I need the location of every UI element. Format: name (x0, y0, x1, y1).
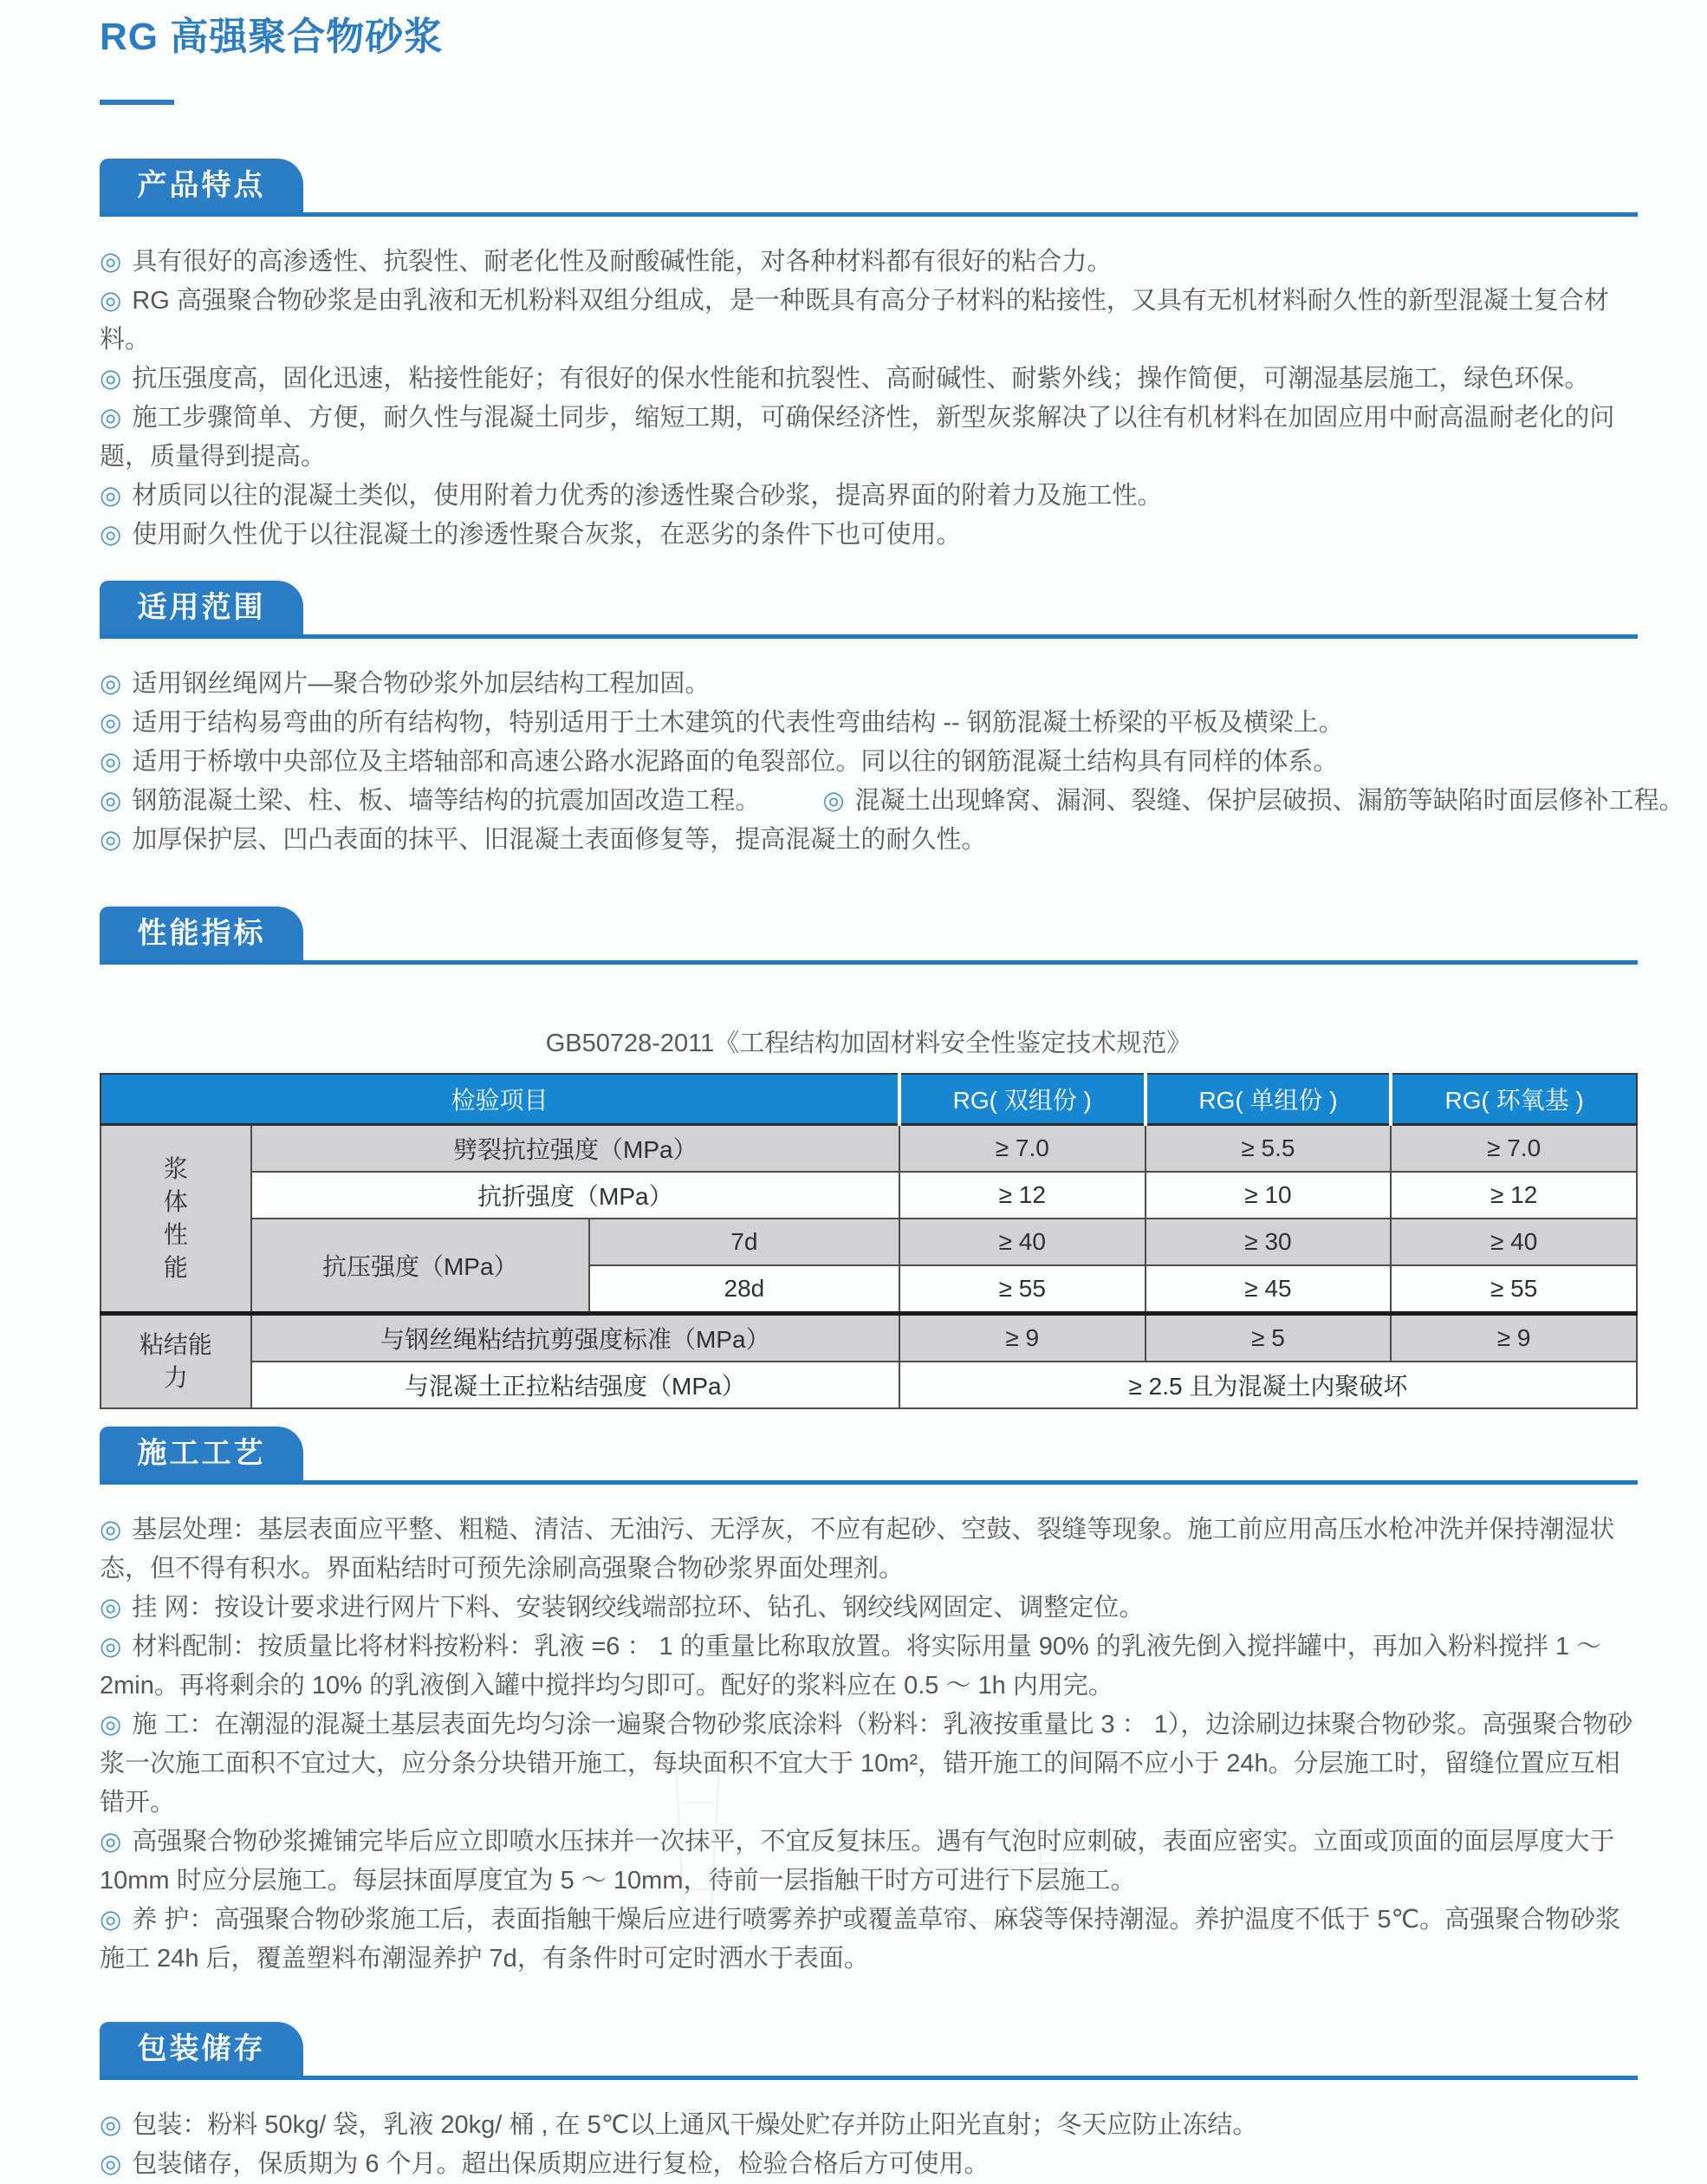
cell-value: ≥ 40 (1391, 1219, 1637, 1265)
bullet-item (100, 243, 1638, 282)
bullet-text: 具有很好的高渗透性、抗裂性、耐老化性及耐酸碱性能，对各种材料都有很好的粘合力。 (132, 248, 1113, 276)
bullet-text: 施工步骤简单、方便，耐久性与混凝土同步，缩短工期，可确保经济性，新型灰浆解决了以往有机材料在加固应用中耐高温耐老化的问题，质量得到提高。 (100, 404, 1615, 471)
section-body (100, 217, 1638, 555)
section-header (100, 581, 1638, 639)
bullet-item (100, 1511, 1638, 1589)
bullet-text: 适用钢丝绳网片—聚合物砂浆外加层结构工程加固。 (132, 670, 711, 698)
section-header (100, 1427, 1638, 1485)
bullet-item (100, 1628, 1638, 1706)
cell-value: ≥ 30 (1146, 1219, 1392, 1265)
bullet-icon: ◎ (100, 1906, 122, 1934)
table-header-item: 检验项目 (101, 1074, 899, 1125)
row-sub-label: 7d (589, 1219, 899, 1265)
bullet-icon: ◎ (100, 1516, 122, 1544)
bullet-item (100, 1901, 1638, 1979)
section-body (100, 1485, 1638, 1979)
cell-value: ≥ 55 (899, 1265, 1146, 1314)
section-header (100, 159, 1638, 217)
cell-value: ≥ 10 (1146, 1172, 1392, 1219)
row-label: 劈裂抗拉强度（MPa） (251, 1125, 899, 1173)
bullet-icon: ◎ (100, 826, 122, 854)
bullet-text: 适用于桥墩中央部位及主塔轴部和高速公路水泥路面的龟裂部位。同以往的钢筋混凝土结构具有同样的体系。 (132, 748, 1339, 776)
section-badge: 适用范围 (100, 581, 303, 634)
bullet-item (100, 360, 1638, 399)
table-row (101, 1314, 1637, 1362)
row-label: 与混凝土正拉粘结强度（MPa） (251, 1362, 899, 1408)
title-underline (100, 100, 174, 105)
cell-value: ≥ 7.0 (1391, 1125, 1637, 1173)
bullet-item (100, 704, 1638, 743)
bullet-item-pair (100, 782, 1684, 821)
bullet-text: 使用耐久性优于以往混凝土的渗透性聚合灰浆，在恶劣的条件下也可使用。 (132, 521, 962, 549)
bullet-text: 高强聚合物砂浆摊铺完毕后应立即喷水压抹并一次抹平，不宜反复抹压。遇有气泡时应刺破，表面应密实。立面或顶面的面层厚度大于 10mm 时应分层施工。每层抹面厚度宜为 5 ～ 10mm，待前一层指触干时方可进行下层施工。 (100, 1828, 1615, 1895)
bullet-item (100, 2106, 1638, 2145)
section-body (100, 639, 1684, 860)
bullet-icon: ◎ (100, 404, 122, 432)
cell-value-merged: ≥ 2.5 且为混凝土内聚破坏 (899, 1362, 1637, 1408)
bullet-icon: ◎ (100, 365, 122, 393)
bullet-icon: ◎ (100, 670, 122, 698)
bullet-item (100, 282, 1638, 360)
bullet-text: 钢筋混凝土梁、柱、板、墙等结构的抗震加固改造工程。 (132, 787, 761, 815)
bullet-icon: ◎ (100, 248, 122, 276)
cell-value: ≥ 55 (1391, 1265, 1637, 1314)
bullet-text: 适用于结构易弯曲的所有结构物，特别适用于土木建筑的代表性弯曲结构 -- 钢筋混凝土桥梁的平板及横梁上。 (132, 709, 1344, 737)
cell-value: ≥ 5.5 (1146, 1125, 1392, 1173)
bullet-icon: ◎ (100, 521, 122, 549)
bullet-icon: ◎ (100, 1594, 122, 1622)
section-header (100, 907, 1638, 965)
bullet-text: 包装：粉料 50kg/ 袋，乳液 20kg/ 桶 , 在 5℃以上通风干燥处贮存并防止阳光直射；冬天应防止冻结。 (132, 2111, 1258, 2139)
bullet-icon: ◎ (100, 2150, 122, 2178)
cell-value: ≥ 12 (1391, 1172, 1637, 1219)
section-scope (100, 581, 1684, 860)
bullet-icon: ◎ (100, 1633, 122, 1661)
bullet-icon: ◎ (100, 1711, 122, 1739)
section-badge: 包装储存 (100, 2022, 303, 2076)
bullet-text: 加厚保护层、凹凸表面的抹平、旧混凝土表面修复等，提高混凝土的耐久性。 (132, 826, 987, 854)
page-title: RG 高强聚合物砂浆 (100, 16, 444, 58)
bullet-text: 养 护：高强聚合物砂浆施工后，表面指触干燥后应进行喷雾养护或覆盖草帘、麻袋等保持潮湿。养护温度不低于 5℃。高强聚合物砂浆施工 24h 后，覆盖塑料布潮湿养护 7d，有条件时可定时洒水于表面。 (100, 1906, 1621, 1973)
bullet-item (100, 516, 1638, 555)
cell-value: ≥ 5 (1146, 1314, 1392, 1362)
cell-value: ≥ 45 (1146, 1265, 1392, 1314)
bullet-item (100, 399, 1638, 477)
cell-value: ≥ 7.0 (899, 1125, 1146, 1173)
section-performance (100, 907, 1638, 1409)
row-label: 抗压强度（MPa） (251, 1219, 589, 1314)
table-header-col: RG( 单组份 ) (1146, 1074, 1392, 1125)
bullet-text: 包装储存，保质期为 6 个月。超出保质期应进行复检，检验合格后方可使用。 (132, 2150, 990, 2178)
row-group-label: 粘结能 力 (101, 1314, 251, 1409)
section-header (100, 2022, 1638, 2080)
performance-table (100, 1073, 1638, 1409)
table-header-row (101, 1074, 1637, 1125)
section-construction (100, 1427, 1638, 1979)
bullet-icon: ◎ (100, 748, 122, 776)
bullet-item (100, 1589, 1638, 1628)
table-row (101, 1219, 1637, 1265)
table-row (101, 1362, 1637, 1408)
section-badge: 性能指标 (100, 907, 303, 960)
bullet-text: 混凝土出现蜂窝、漏洞、裂缝、保护层破损、漏筋等缺陷时面层修补工程。 (854, 787, 1684, 815)
bullet-item (100, 821, 1638, 860)
table-header-col: RG( 环氧基 ) (1391, 1074, 1637, 1125)
section-features (100, 159, 1638, 555)
row-label: 抗折强度（MPa） (251, 1172, 899, 1219)
bullet-text: 材料配制：按质量比将材料按粉料：乳液 =6 ： 1 的重量比称取放置。将实际用量 90% 的乳液先倒入搅拌罐中，再加入粉料搅拌 1 ～ 2min。再将剩余的 10% 的乳液倒入罐中搅拌均匀即可。配好的浆料应在 0.5 ～ 1h 内用完。 (100, 1633, 1602, 1700)
bullet-text: 抗压强度高，固化迅速，粘接性能好；有很好的保水性能和抗裂性、高耐碱性、耐紫外线；操作简便，可潮湿基层施工，绿色环保。 (132, 365, 1590, 393)
bullet-text: RG 高强聚合物砂浆是由乳液和无机粉料双组分组成，是一种既具有高分子材料的粘接性，又具有无机材料耐久性的新型混凝土复合材料。 (100, 287, 1609, 354)
row-label: 与钢丝绳粘结抗剪强度标准（MPa） (251, 1314, 899, 1362)
bullet-text: 挂 网：按设计要求进行网片下料、安装钢绞线端部拉环、钻孔、钢绞线网固定、调整定位。 (132, 1594, 1145, 1622)
section-packaging (100, 2022, 1638, 2184)
bullet-icon: ◎ (822, 787, 845, 815)
cell-value: ≥ 9 (899, 1314, 1146, 1362)
bullet-icon: ◎ (100, 287, 122, 315)
bullet-icon: ◎ (100, 482, 122, 510)
bullet-item (100, 1823, 1638, 1901)
cell-value: ≥ 40 (899, 1219, 1146, 1265)
section-badge: 施工工艺 (100, 1427, 303, 1480)
row-sub-label: 28d (589, 1265, 899, 1314)
bullet-item (100, 1706, 1638, 1823)
bullet-text: 材质同以往的混凝土类似，使用附着力优秀的渗透性聚合砂浆，提高界面的附着力及施工性。 (132, 482, 1163, 510)
bullet-item (100, 477, 1638, 516)
section-badge: 产品特点 (100, 159, 303, 212)
cell-value: ≥ 9 (1391, 1314, 1637, 1362)
bullet-text: 施 工：在潮湿的混凝土基层表面先均匀涂一遍聚合物砂浆底涂料（粉料：乳液按重量比 3 ： 1），边涂刷边抹聚合物砂浆。高强聚合物砂浆一次施工面积不宜过大，应分条分块错开施工，每块面积不宜大于 10m²，错开施工的间隔不应小于 24h。分层施工时，留缝位置应互相错开。 (100, 1711, 1633, 1817)
bullet-icon: ◎ (100, 2111, 122, 2139)
bullet-item (100, 2145, 1638, 2184)
bullet-icon: ◎ (100, 787, 122, 815)
table-caption: GB50728-2011《工程结构加固材料安全性鉴定技术规范》 (545, 1030, 1192, 1057)
section-body (100, 965, 1638, 1409)
bullet-icon: ◎ (100, 1828, 122, 1856)
bullet-item (100, 743, 1638, 782)
section-body (100, 2080, 1638, 2184)
bullet-text: 基层处理：基层表面应平整、粗糙、清洁、无油污、无浮灰，不应有起砂、空鼓、裂缝等现象。施工前应用高压水枪冲洗并保持潮湿状态，但不得有积水。界面粘结时可预先涂刷高强聚合物砂浆界面处理剂。 (100, 1516, 1615, 1583)
bullet-icon: ◎ (100, 709, 122, 737)
table-row (101, 1172, 1637, 1219)
table-header-col: RG( 双组份 ) (899, 1074, 1146, 1125)
cell-value: ≥ 12 (899, 1172, 1146, 1219)
table-row (101, 1125, 1637, 1173)
bullet-item (100, 665, 1638, 704)
row-group-label: 浆 体 性 能 (101, 1125, 251, 1314)
